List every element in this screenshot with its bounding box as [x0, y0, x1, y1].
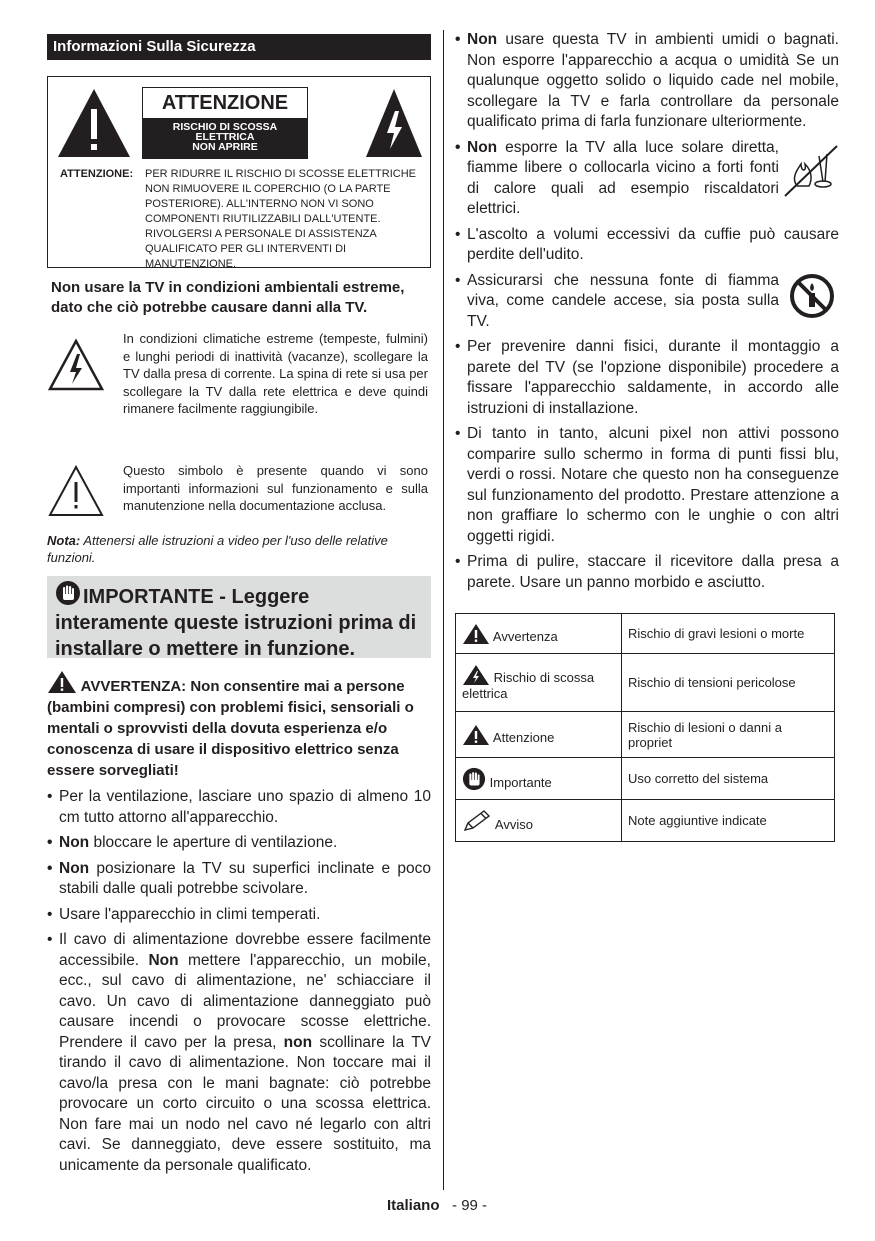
caution-title: ATTENZIONE	[161, 92, 289, 114]
table-row	[456, 800, 835, 842]
note	[47, 532, 431, 566]
left-column	[47, 34, 431, 1181]
warning-triangle-icon	[47, 670, 77, 694]
bullet-text: L'ascolto a volumi eccessivi da cuffie può causare perdite dell'udito.	[467, 225, 839, 263]
section-title: Informazioni Sulla Sicurezza	[47, 34, 431, 60]
important-banner	[47, 576, 431, 658]
bullet-bold: Non	[148, 951, 179, 969]
bullet-bold: non	[283, 1033, 313, 1051]
caution-sub2: ELETTRICA	[195, 131, 255, 143]
warning-triangle-icon	[462, 724, 490, 746]
hand-icon	[462, 767, 486, 791]
bullet-text: Assicurarsi che nessuna fonte di fiamma viva, come candele accese, sia posta sulla TV.	[467, 271, 779, 330]
legend-key	[456, 712, 622, 758]
right-column	[455, 30, 839, 842]
exclamation-warning-icon	[47, 464, 105, 518]
bullet-bold: Non	[467, 138, 498, 156]
lightning-warning-icon	[47, 338, 105, 392]
list-item	[47, 905, 431, 926]
caution-panel	[47, 76, 431, 268]
page-number: - 99 -	[452, 1197, 488, 1214]
lightning-triangle-icon	[364, 87, 424, 159]
legend-value: Note aggiuntive indicate	[622, 800, 835, 842]
caution-text	[60, 167, 417, 272]
right-bullet-list	[455, 30, 839, 593]
manual-symbol-block	[47, 462, 431, 524]
lightning-triangle-icon	[462, 664, 490, 686]
table-row	[456, 712, 835, 758]
page-footer	[387, 1197, 487, 1214]
hand-icon	[55, 580, 81, 606]
column-divider	[443, 30, 444, 1190]
legend-key-text: Avviso	[494, 816, 533, 832]
bullet-text: mettere l'apparecchio, un mobile, ecc., sul cavo di alimentazione, ne' schiacciare il cavo. Un cavo di alimentazione danneggiato può causare incendi o provocare scosse elettriche. Prendere il cavo per la presa,	[59, 951, 431, 1051]
legend-value: Uso corretto del sistema	[622, 758, 835, 800]
pencil-icon	[462, 809, 492, 833]
list-item	[455, 337, 839, 419]
table-row	[456, 614, 835, 654]
footer-language: Italiano	[387, 1197, 440, 1214]
manual-symbol-text: Questo simbolo è presente quando vi sono importanti informazioni sul funzionamento e sulla manutenzione nella documentazione acclusa.	[123, 463, 428, 513]
list-item	[455, 30, 839, 133]
bullet-bold: Non	[467, 31, 498, 48]
child-warning	[47, 670, 431, 781]
bullet-text: scollinare la TV tirando il cavo di alimentazione. Non toccare mai il cavo/la presa con le mani bagnate: ciò potrebbe provocare un corto circuito o una scossa elettrica. Non fare mai un nodo nel cavo né legarlo con altri cavi. Se danneggiato, deve essere sostituito, ma unicamente da personale qualificato.	[59, 1033, 432, 1174]
bullet-text: Di tanto in tanto, alcuni pixel non attivi possono comparire sullo schermo in forma di punti fissi blu, verdi o rossi. Notare che questo non ha conseguenze sul funzionamento del prodotto. Prestare attenzione a non graffiare lo schermo con le unghie o con altri oggetti rigidi.	[467, 425, 839, 545]
list-item	[47, 787, 431, 828]
legend-key	[456, 654, 622, 712]
legend-key	[456, 800, 622, 842]
table-row	[456, 758, 835, 800]
bullet-text: Il cavo di alimentazione dovrebbe essere facilmente accessibile.	[59, 931, 431, 969]
list-item	[47, 833, 431, 854]
bullet-bold: Non	[59, 834, 90, 851]
legend-key-text: Rischio di scossa elettrica	[462, 670, 595, 701]
extreme-conditions-block	[47, 326, 431, 454]
list-item	[455, 552, 839, 593]
caution-sub3: NON APRIRE	[192, 141, 258, 153]
list-item	[455, 225, 839, 266]
list-item	[455, 138, 839, 220]
legend-value: Rischio di lesioni o danni a propriet	[622, 712, 835, 758]
bullet-text: Per prevenire danni fisici, durante il montaggio a parete del TV (se l'opzione disponibile) procedere a fissare l'apparecchio saldamente, in accordo alle istruzioni di installazione.	[467, 338, 839, 417]
bullet-text: Usare l'apparecchio in climi temperati.	[59, 905, 321, 923]
bullet-text: Per la ventilazione, lasciare uno spazio di almeno 10 cm tutto attorno all'apparecchio.	[59, 788, 431, 826]
bullet-bold: Non	[59, 859, 90, 877]
child-warning-text: AVVERTENZA: Non consentire mai a persone (bambini compresi) con problemi fisici, sensoriali o mentali o sprovvisti della dovuta esperienza e/o conoscenza di usare il dispositivo elettrico senza essere sorvegliati!	[47, 678, 414, 779]
extreme-conditions-title: Non usare la TV in condizioni ambientali estreme, dato che ciò potrebbe causare danni alla TV.	[51, 279, 405, 316]
legend-key-text: Attenzione	[492, 729, 555, 745]
legend-value: Rischio di gravi lesioni o morte	[622, 614, 835, 654]
list-item	[47, 930, 431, 1176]
note-text: Attenersi alle istruzioni a video per l'uso delle relative funzioni.	[47, 533, 388, 565]
note-label: Nota:	[47, 533, 81, 548]
extreme-conditions-text: In condizioni climatiche estreme (tempeste, fulmini) e lunghi periodi di inattività (vacanze), scollegare la TV dalla presa di corrente. La spina di rete si usa per scollegare la TV dalla rete elettrica e deve quindi rimanere facilmente raggiungibile.	[123, 331, 428, 416]
legend-key	[456, 614, 622, 654]
bullet-text: posizionare la TV su superfici inclinate e poco stabili dalle quali potrebbe scivolare.	[59, 859, 431, 897]
table-row	[456, 654, 835, 712]
left-bullet-list	[47, 787, 431, 1176]
legend-value: Rischio di tensioni pericolose	[622, 654, 835, 712]
caution-subtitle	[143, 118, 307, 158]
warning-triangle-icon	[462, 623, 490, 645]
list-item	[455, 424, 839, 547]
legend-key-text: Avvertenza	[492, 628, 558, 644]
exclamation-triangle-icon	[56, 87, 132, 159]
bullet-text: Prima di pulire, staccare il ricevitore dalla presa a parete. Usare un panno morbido e asciutto.	[467, 553, 839, 591]
caution-sub1: RISCHIO DI SCOSSA	[172, 121, 278, 133]
caution-label	[142, 87, 308, 159]
legend-key	[456, 758, 622, 800]
no-candle-icon	[789, 273, 835, 319]
no-fire-icon	[783, 142, 839, 198]
bullet-text: bloccare le aperture di ventilazione.	[89, 834, 338, 851]
caution-lead: ATTENZIONE:	[60, 168, 134, 180]
legend-key-text: Importante	[489, 774, 552, 790]
important-text: IMPORTANTE - Leggere interamente queste istruzioni prima di installare o mettere in funzione.	[55, 586, 417, 660]
bullet-text: usare questa TV in ambienti umidi o bagnati. Non esporre l'apparecchio a acqua o umidità Se un qualunque oggetto solido o liquido cade nel mobile, scollegare la TV e farla controllare da personale qualificato prima di farla funzionare ulteriormente.	[467, 31, 839, 130]
symbol-legend-table	[455, 613, 835, 842]
caution-body: PER RIDURRE IL RISCHIO DI SCOSSE ELETTRICHE NON RIMUOVERE IL COPERCHIO (O LA PARTE POSTERIORE). ALL'INTERNO NON VI SONO COMPONENTI RIUTILIZZABILI DALL'UTENTE. RIVOLGERSI A PERSONALE DI ASSISTENZA QUALIFICATO PER GLI INTERVENTI DI MANUTENZIONE.	[145, 168, 416, 270]
bullet-text: esporre la TV alla luce solare diretta, fiamme libere o collocarla vicino a forti fonti di calore quali ad esempio riscaldatori elettrici.	[467, 138, 779, 217]
list-item	[455, 271, 839, 333]
list-item	[47, 859, 431, 900]
